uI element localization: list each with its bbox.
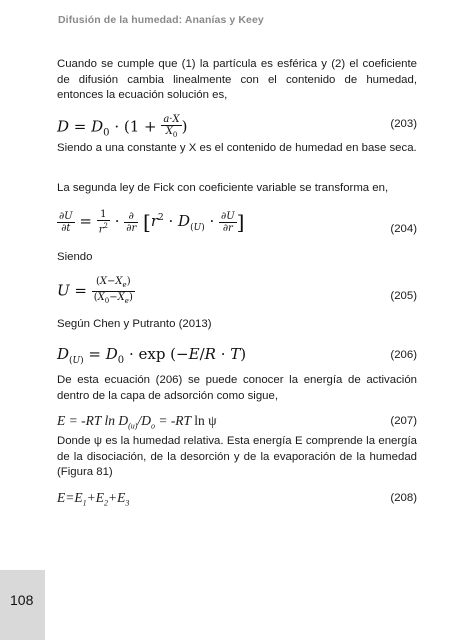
paragraph-definition: Siendo a una constante y X es el contenido de humedad en base seca. (57, 142, 417, 154)
equation-204-number: (204) (390, 223, 417, 235)
equation-205-formula: U = $\frac{(X-X_e)}{(X_0-X_e)}$ (57, 276, 133, 305)
equation-204-formula: $\frac{\partial U}{\partial t}$ = $\frac{1}{r^2}$ · $\frac{\partial}{\partial r}$ [$r^2 \cdot D_{(U)}$ · $\frac{\partial U}{\partial r}$ ] (59, 209, 245, 236)
equation-205 (57, 274, 417, 306)
equation-207-formula: E = -RT $\ln D_{(u)}/D_o = -RT$ ln ψ (57, 413, 217, 431)
paragraph-reference: Según Chen y Putranto (2013) (57, 318, 212, 330)
paragraph-fick: La segunda ley de Fick con coeficiente variable se transforma en, (57, 182, 389, 194)
equation-208-formula: $E=E_1+E_2+E_3$ (57, 490, 130, 508)
paragraph-energy: Donde ψ es la humedad relativa. Esta energía E comprende la energía de la disociación, de la desorción y de la evaporación de la humedad (Figura 81) (57, 435, 417, 478)
equation-206 (57, 343, 417, 373)
equation-207 (57, 411, 417, 433)
paragraph-activation: De esta ecuación (206) se puede conocer la energía de activación dentro de la capa de adsorción como sigue, (57, 374, 417, 402)
equation-204 (57, 207, 417, 243)
equation-205-number: (205) (390, 290, 417, 302)
running-header: Difusión de la humedad: Ananías y Keey (58, 14, 264, 26)
equation-206-formula: $D_{(U)} = D_0 \cdot \exp (-E/R \cdot T)$ (57, 345, 247, 366)
equation-206-number: (206) (390, 349, 417, 361)
paragraph-siendo: Siendo (57, 251, 93, 263)
page-number: 108 (10, 592, 34, 608)
equation-207-number: (207) (390, 415, 417, 427)
equation-203-formula: $D = D_0 \cdot (1$ + $\frac{a\cdot X}{X_0}$ ) (57, 114, 188, 139)
equation-203-number: (203) (390, 118, 417, 130)
equation-208-number: (208) (390, 492, 417, 504)
equation-203 (57, 112, 417, 142)
equation-208 (57, 488, 417, 510)
paragraph-intro: Cuando se cumple que (1) la partícula es esférica y (2) el coeficiente de difusión cambia linealmente con el contenido de humedad, entonces la ecuación solución es, (57, 58, 417, 101)
